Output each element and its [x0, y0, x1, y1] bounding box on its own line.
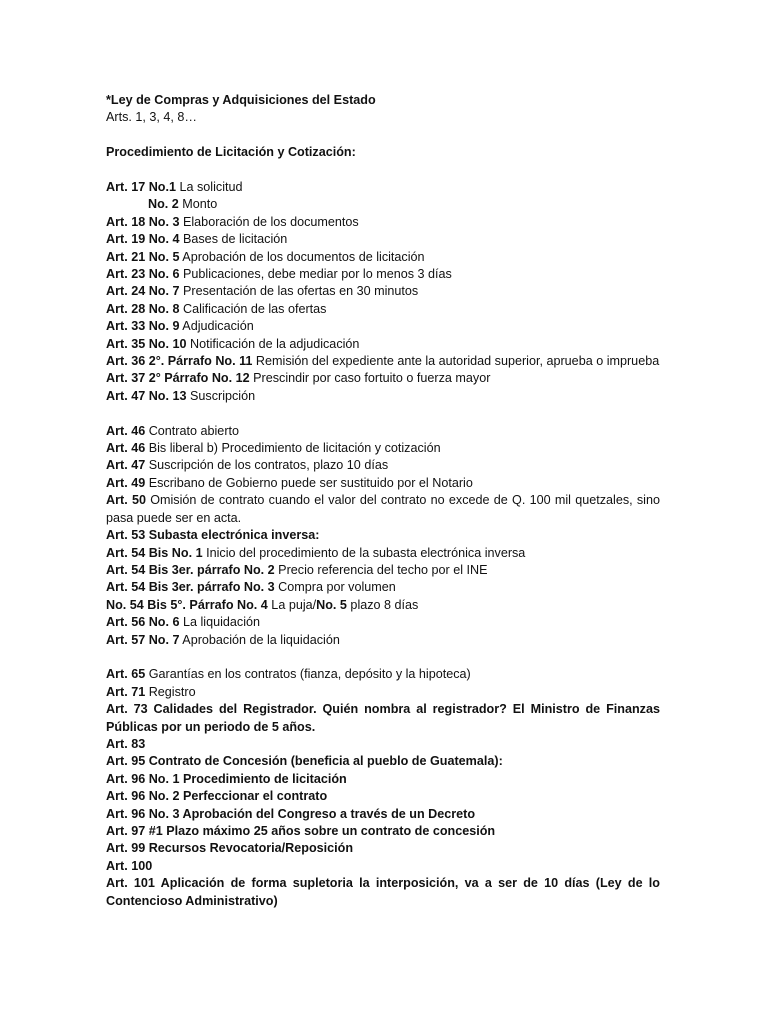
article-entry — [106, 666, 660, 683]
article-ref: No. 54 Bis 5°. Párrafo No. 4 — [106, 597, 268, 612]
article-description: Inicio del procedimiento de la subasta electrónica inversa — [202, 545, 526, 560]
article-ref: Art. 96 No. 1 Procedimiento de licitación — [106, 771, 347, 786]
article-description: Contrato abierto — [145, 423, 240, 438]
article-description: La liquidación — [179, 615, 261, 630]
article-ref: Art. 33 No. 9 — [106, 319, 180, 334]
article-ref: Art. 24 No. 7 — [106, 284, 180, 299]
article-entry — [106, 562, 660, 579]
article-description: Registro — [145, 684, 196, 699]
article-entry — [106, 579, 660, 596]
article-entry — [106, 684, 660, 701]
article-description: plazo 8 días — [346, 597, 419, 612]
article-entry — [106, 196, 660, 213]
article-description: Omisión de contrato cuando el valor del contrato no excede de Q. 100 mil quetzales, sino pasa puede ser en acta. — [106, 493, 660, 525]
article-ref: Art. 46 — [106, 441, 146, 456]
article-ref: Art. 23 No. 6 — [106, 267, 180, 282]
article-description: Bis liberal b) Procedimiento de licitación y cotización — [145, 441, 441, 456]
article-entry — [106, 353, 660, 370]
article-ref: Art. 46 — [106, 423, 146, 438]
law-title: *Ley de Compras y Adquisiciones del Estado — [106, 93, 376, 107]
article-entry — [106, 753, 660, 770]
article-ref: Art. 36 2°. Párrafo No. 11 — [106, 354, 253, 369]
article-entry — [106, 875, 660, 910]
article-description: Precio referencia del techo por el INE — [274, 562, 488, 577]
article-description: Bases de licitación — [179, 232, 288, 247]
article-description: La solicitud — [176, 180, 243, 194]
article-entry — [106, 492, 660, 527]
article-ref: Art. 47 — [106, 458, 146, 473]
article-entry — [106, 632, 660, 649]
article-ref: Art. 21 No. 5 — [106, 249, 180, 264]
article-description: Remisión del expediente ante la autoridad superior, aprueba o imprueba — [252, 354, 660, 369]
article-description: La puja/ — [267, 597, 317, 612]
articles-summary: Arts. 1, 3, 4, 8… — [106, 110, 197, 125]
article-ref: Art. 54 Bis 3er. párrafo No. 2 — [106, 562, 275, 577]
article-ref: Art. 19 No. 4 — [106, 232, 180, 247]
section-guarantees-list — [106, 666, 660, 910]
article-entry — [106, 266, 660, 283]
article-ref: Art. 73 Calidades del Registrador. Quién nombra al registrador? El Ministro de Finanzas Públicas por un periodo de 5 años. — [106, 702, 660, 734]
article-entry — [106, 788, 660, 805]
article-description: Escribano de Gobierno puede ser sustituido por el Notario — [145, 475, 473, 490]
article-ref: Art. 50 — [106, 493, 146, 508]
article-description: Garantías en los contratos (fianza, depósito y la hipoteca) — [145, 667, 471, 682]
article-description: Compra por volumen — [274, 580, 396, 595]
article-entry — [106, 249, 660, 266]
article-ref: Art. 96 No. 2 Perfeccionar el contrato — [106, 789, 328, 804]
article-entry — [106, 214, 660, 231]
article-entry — [106, 179, 660, 196]
article-entry — [106, 440, 660, 457]
article-description: Suscripción — [186, 388, 256, 403]
article-description: Monto — [178, 197, 218, 212]
article-ref: Art. 57 No. 7 — [106, 632, 180, 647]
article-entry — [106, 475, 660, 492]
article-description: Presentación de las ofertas en 30 minutos — [179, 284, 419, 299]
article-entry — [106, 736, 660, 753]
article-ref: Art. 54 Bis 3er. párrafo No. 3 — [106, 580, 275, 595]
article-ref: Art. 97 #1 Plazo máximo 25 años sobre un contrato de concesión — [106, 824, 496, 838]
article-ref: Art. 96 No. 3 Aprobación del Congreso a través de un Decreto — [106, 806, 476, 821]
article-entry — [106, 840, 660, 857]
article-entry — [106, 545, 660, 562]
article-description: Prescindir por caso fortuito o fuerza mayor — [249, 371, 491, 386]
article-description: Adjudicación — [179, 319, 254, 334]
article-description: Aprobación de los documentos de licitación — [179, 249, 425, 264]
article-ref: Art. 53 Subasta electrónica inversa: — [106, 528, 320, 543]
article-entry — [106, 231, 660, 248]
article-description: Publicaciones, debe mediar por lo menos 3 días — [179, 267, 452, 282]
article-ref: Art. 17 No.1 — [106, 180, 176, 194]
article-ref: Art. 65 — [106, 667, 146, 682]
article-entry — [106, 370, 660, 387]
procedure-heading: Procedimiento de Licitación y Cotización: — [106, 145, 356, 160]
article-ref: Art. 35 No. 10 — [106, 336, 187, 351]
article-entry — [106, 283, 660, 300]
article-entry — [106, 858, 660, 875]
article-ref: Art. 83 — [106, 736, 146, 751]
article-ref: Art. 18 No. 3 — [106, 214, 180, 229]
article-ref: Art. 37 2° Párrafo No. 12 — [106, 371, 250, 386]
article-description: Notificación de la adjudicación — [186, 336, 360, 351]
section-contracts-list — [106, 423, 660, 649]
article-entry — [106, 423, 660, 440]
article-entry — [106, 614, 660, 631]
article-ref: Art. 101 Aplicación de forma supletoria la interposición, va a ser de 10 días (Ley de lo Contencioso Administrativo) — [106, 876, 660, 908]
article-ref: Art. 28 No. 8 — [106, 301, 180, 316]
article-description: Aprobación de la liquidación — [179, 632, 340, 647]
article-entry — [106, 806, 660, 823]
article-entry — [106, 527, 660, 544]
article-entry — [106, 701, 660, 736]
article-entry — [106, 388, 660, 405]
article-entry — [106, 336, 660, 353]
article-ref: No. 5 — [316, 597, 347, 612]
article-ref: Art. 71 — [106, 684, 146, 699]
article-ref: Art. 54 Bis No. 1 — [106, 545, 203, 560]
article-ref: Art. 56 No. 6 — [106, 615, 180, 630]
article-entry — [106, 457, 660, 474]
article-entry — [106, 823, 660, 840]
article-description: Elaboración de los documentos — [179, 214, 359, 229]
section-procedure-list — [106, 179, 660, 405]
article-ref: Art. 49 — [106, 475, 146, 490]
document-page — [106, 92, 660, 910]
article-ref: Art. 47 No. 13 — [106, 388, 187, 403]
article-entry — [106, 301, 660, 318]
article-entry — [106, 597, 660, 614]
article-ref: Art. 100 — [106, 858, 153, 873]
article-description: Calificación de las ofertas — [179, 301, 327, 316]
article-entry — [106, 318, 660, 335]
article-ref: Art. 95 Contrato de Concesión (beneficia al pueblo de Guatemala): — [106, 754, 503, 769]
article-ref: Art. 99 Recursos Revocatoria/Reposición — [106, 841, 354, 856]
article-ref: No. 2 — [148, 197, 179, 212]
article-entry — [106, 771, 660, 788]
article-description: Suscripción de los contratos, plazo 10 días — [145, 458, 389, 473]
